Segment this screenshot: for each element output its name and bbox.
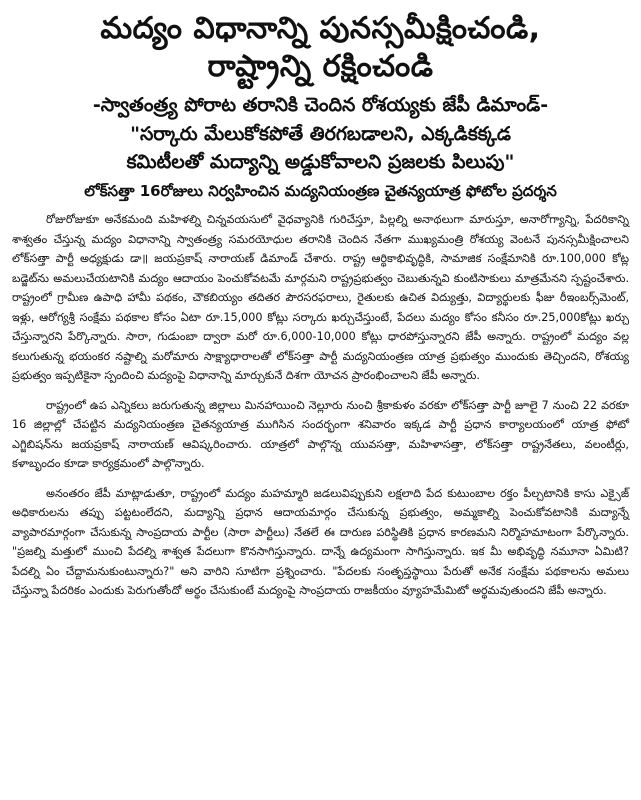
- subheading-quote-line-1: "సర్కారు మేలుకోకపోతే తిరగబడాలని, ఎక్కడికక్కడ: [130, 123, 511, 145]
- subheading-quote: [12, 120, 629, 176]
- article-paragraph-3: అనంతరం జేపీ మాట్లాడుతూ, రాష్ట్రంలో మద్యం మహమ్మారి జడలువిప్పుకుని లక్షలాది పేద కుటుంబాల రక్తం పీల్చటానికి కాసు ఎక్సైజ్ అధికారులను తప్పు పట్టటంలేదని, మద్యాన్ని ప్రధాన ఆదాయమార్గం చేసుకున్న ప్రభుత్వం, అమ్మకాల్ని పెంచుకోవటానికి మద్యాన్నే వ్యాపారమార్గంగా చేసుకున్న సాంప్రదాయ పార్టీల (సారా పార్టీలు) నేతలే ఈ దారుణ పరిస్థితికి ప్రధాన కారణమని నిర్మొహమాటంగా పేర్కొన్నారు. "ప్రజల్ని మత్తులో ముంచి పేదల్ని శాశ్వత పేదలుగా కొనసాగిస్తున్నారు. దాన్నే ఉద్యమంగా సాగిస్తున్నారు. ఇక మీ అభివృద్ధి నమూనా ఏమిటి? పేదల్ని ఏం చేద్దామనుకుంటున్నారు?" అని వారిని సూటిగా ప్రశ్నించారు. "పేదలకు సంతృప్తస్థాయి పేరుతో అనేక సంక్షేమ పథకాలను అమలు చేస్తున్నా పేదరికం ఎందుకు పెరుగుతోందో అర్థం చేసుకుంటే మద్యంపై సాంప్రదాయ రాజకీయం వ్యూహమేమిటో అర్థమవుతుందని జేపీ అన్నారు.: [12, 486, 629, 597]
- subheading-quote-line-2: కమిటీలతో మద్యాన్ని అడ్డుకోవాలని ప్రజలకు పిలుపు": [126, 151, 515, 173]
- headline: [12, 10, 629, 86]
- subheading-demand: -స్వాతంత్ర్య పోరాట తరానికి చెందిన రోశయ్యకు జేపీ డిమాండ్-: [92, 94, 549, 116]
- subheading-exhibition: లోక్‌సత్తా 16రోజులు నిర్వహించిన మద్యనియంత్రణ చైతన్యయాత్ర ఫోటోల ప్రదర్శన: [84, 182, 557, 200]
- article-paragraph-1: రోజురోజుకూ అనేకమంది మహిళల్ని చిన్నవయసులో వైధవ్యానికి గురిచేస్తూ, పిల్లల్ని అనాథలుగా మారుస్తూ, అనారోగ్యాన్ని, పేదరికాన్ని శాశ్వతం చేస్తున్న మద్యం విధానాన్ని స్వాతంత్ర్య సమరయోధుల తరానికి చెందిన నేతగా ముఖ్యమంత్రి రోశయ్య వెంటనే పునస్సమీక్షించాలని లోక్‌సత్తా పార్టీ అధ్యక్షుడు డా॥ జయప్రకాష్ నారాయణ్ డిమాండ్ చేశారు. రాష్ట్ర ఆర్థికాభివృద్ధికి, సామాజిక సంక్షేమానికి రూ.100,000 కోట్ల బడ్జెట్‌ను అమలుచేయటానికి మద్యం ఆదాయం పెంచుకోవటమే మార్గమని రాష్ట్రప్రభుత్వం చెబుతున్నవి కుంటిసాకులు మాత్రమేనని స్పష్టంచేశారు. రాష్ట్రంలో గ్రామీణ ఉపాధి హామీ పథకం, చౌకబియ్యం తదితర పౌరసరఫరాలు, రైతులకు ఉచిత విద్యుత్తు, విద్యార్థులకు ఫీజు రీఇంబర్స్‌మెంట్, ఇళ్లు, ఆరోగ్యశ్రీ సంక్షేమ పథకాల కోసం ఏటా రూ.15,000 కోట్లు సర్కారు ఖర్చుచేస్తుంటే, పేదలు మద్యం కోసం కనీసం రూ.25,000కోట్లు ఖర్చు చేస్తున్నారని పేర్కొన్నారు. సారా, గుడుంబా ద్వారా మరో రూ.6,000-10,000 కోట్లు ధారపోస్తున్నారని జేపీ అన్నారు. రాష్ట్రంలో మద్యం వల్ల కలుగుతున్న భయంకర నష్టాల్ని మరోమారు సాక్ష్యాధారాలతో లోక్‌సత్తా పార్టీ మద్యనియంత్రణ యాత్ర ప్రభుత్వం ముందుకు తెచ్చిందని, రోశయ్య ప్రభుత్వం ఇప్పటికైనా స్పందించి మద్యంపై విధానాన్ని మార్చుకునే దిశగా యోచన ప్రారంభించాలని జేపీ అన్నారు.: [12, 213, 629, 382]
- headline-line-2: రాష్ట్రాన్ని రక్షించండి: [207, 49, 434, 84]
- article-body: [12, 210, 629, 601]
- article-paragraph-2: రాష్ట్రంలో ఉప ఎన్నికలు జరుగుతున్న జిల్లాలు మినహాయించి నెల్లూరు నుంచి శ్రీకాకుళం వరకూ లోక్‌సత్తా పార్టీ జూలై 7 నుంచి 22 వరకూ 16 జిల్లాల్లో చేపట్టిన మద్యనియంత్రణ చైతన్యయాత్ర ముగిసిన సందర్భంగా శనివారం ఇక్కడ పార్టీ ప్రధాన కార్యాలయంలో యాత్ర ఫోటో ఎగ్జిబిషన్‌ను జయప్రకాష్ నారాయణ్ ఆవిష్కరించారు. యాత్రలో పాల్గొన్న యువసత్తా, మహిళాసత్తా, లోక్‌సత్తా రాష్ట్రనేతలు, వలంటీర్లు, కళాబృందం కూడా కార్యక్రమంలో పాల్గొన్నారు.: [12, 398, 629, 470]
- headline-line-1: మద్యం విధానాన్ని పునస్సమీక్షించండి,: [100, 11, 541, 46]
